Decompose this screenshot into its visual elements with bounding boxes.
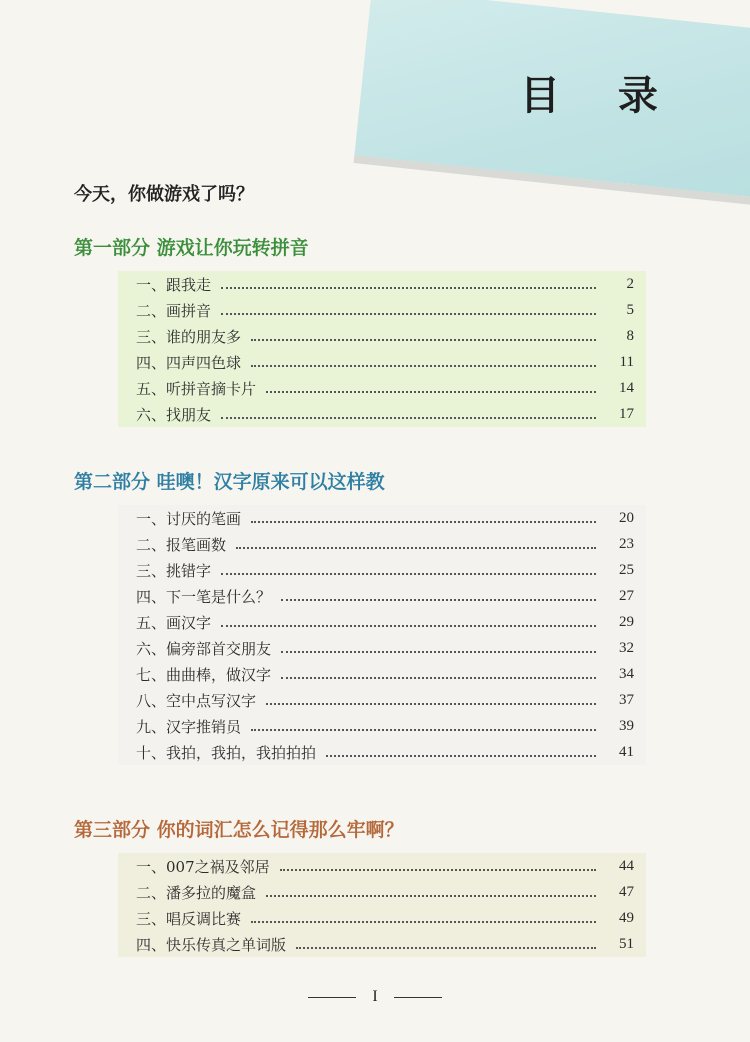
page-number: I bbox=[372, 988, 378, 1005]
entry-label: 十、我拍，我拍，我拍拍拍 bbox=[136, 743, 317, 762]
toc-entry[interactable] bbox=[136, 323, 634, 349]
toc-entry[interactable] bbox=[136, 661, 634, 687]
entry-label: 二、画拼音 bbox=[136, 301, 212, 320]
dot-leader bbox=[251, 363, 596, 367]
entry-page: 27 bbox=[619, 587, 634, 604]
toc-entry[interactable] bbox=[136, 531, 634, 557]
toc-entry[interactable] bbox=[136, 635, 634, 661]
toc-entry[interactable] bbox=[136, 271, 634, 297]
entry-page: 39 bbox=[619, 717, 634, 734]
entry-page: 2 bbox=[626, 275, 634, 292]
entry-label: 九、汉字推销员 bbox=[136, 717, 242, 736]
dot-leader bbox=[236, 545, 596, 549]
section-heading: 第二部分 哇噢！汉字原来可以这样教 bbox=[74, 471, 385, 493]
toc-entry[interactable] bbox=[136, 879, 634, 905]
entry-label: 四、四声四色球 bbox=[136, 353, 242, 372]
dot-leader bbox=[266, 701, 596, 705]
entry-label: 六、偏旁部首交朋友 bbox=[136, 639, 272, 658]
entry-page: 47 bbox=[619, 883, 634, 900]
dot-leader bbox=[221, 623, 596, 627]
entry-label: 四、下一笔是什么？ bbox=[136, 587, 272, 606]
entry-label: 七、曲曲棒，做汉字 bbox=[136, 665, 272, 684]
entry-page: 5 bbox=[626, 301, 634, 318]
entry-page: 32 bbox=[619, 639, 634, 656]
toc-section-2 bbox=[74, 467, 664, 765]
toc-entries bbox=[118, 505, 646, 765]
page-title: 目 录 bbox=[520, 72, 680, 119]
dot-leader bbox=[281, 597, 596, 601]
dot-leader bbox=[251, 919, 596, 923]
dot-leader bbox=[280, 867, 596, 871]
entry-page: 51 bbox=[619, 935, 634, 952]
footer-rule-right bbox=[394, 997, 442, 998]
entry-page: 11 bbox=[619, 353, 634, 370]
dot-leader bbox=[266, 389, 596, 393]
toc-entry[interactable] bbox=[136, 583, 634, 609]
dot-leader bbox=[221, 571, 596, 575]
entry-page: 23 bbox=[619, 535, 634, 552]
toc-section-3 bbox=[74, 815, 664, 957]
entry-page: 29 bbox=[619, 613, 634, 630]
toc-entry[interactable] bbox=[136, 853, 634, 879]
section-heading: 第一部分 游戏让你玩转拼音 bbox=[74, 237, 309, 259]
entry-label: 一、跟我走 bbox=[136, 275, 212, 294]
toc-entries bbox=[118, 853, 646, 957]
dot-leader bbox=[221, 311, 596, 315]
entry-label: 五、画汉字 bbox=[136, 613, 212, 632]
toc-entry[interactable] bbox=[136, 905, 634, 931]
entry-page: 25 bbox=[619, 561, 634, 578]
page-footer bbox=[0, 988, 750, 1006]
dot-leader bbox=[251, 519, 596, 523]
entry-label: 四、快乐传真之单词版 bbox=[136, 935, 287, 954]
entry-page: 41 bbox=[619, 743, 634, 760]
entry-page: 49 bbox=[619, 909, 634, 926]
entry-label: 六、找朋友 bbox=[136, 405, 212, 424]
toc-entry[interactable] bbox=[136, 401, 634, 427]
entry-page: 37 bbox=[619, 691, 634, 708]
toc-entry[interactable] bbox=[136, 713, 634, 739]
toc-entry[interactable] bbox=[136, 349, 634, 375]
toc-entry[interactable] bbox=[136, 297, 634, 323]
entry-page: 20 bbox=[619, 509, 634, 526]
entry-label: 三、挑错字 bbox=[136, 561, 212, 580]
dot-leader bbox=[296, 945, 596, 949]
entry-label: 一、讨厌的笔画 bbox=[136, 509, 242, 528]
toc-entry[interactable] bbox=[136, 375, 634, 401]
entry-label: 二、潘多拉的魔盒 bbox=[136, 883, 257, 902]
toc-entry[interactable] bbox=[136, 931, 634, 957]
entry-page: 8 bbox=[626, 327, 634, 344]
toc-entry[interactable] bbox=[136, 609, 634, 635]
dot-leader bbox=[251, 727, 596, 731]
entry-label: 三、谁的朋友多 bbox=[136, 327, 242, 346]
entry-page: 17 bbox=[619, 405, 634, 422]
footer-rule-left bbox=[308, 997, 356, 998]
toc-entry[interactable] bbox=[136, 557, 634, 583]
toc-entry[interactable] bbox=[136, 687, 634, 713]
dot-leader bbox=[266, 893, 596, 897]
toc-entry[interactable] bbox=[136, 505, 634, 531]
entry-label: 一、007之祸及邻居 bbox=[136, 857, 270, 876]
entry-page: 34 bbox=[619, 665, 634, 682]
entry-label: 五、听拼音摘卡片 bbox=[136, 379, 257, 398]
dot-leader bbox=[326, 753, 596, 757]
toc-entry[interactable] bbox=[136, 739, 634, 765]
entry-label: 八、空中点写汉字 bbox=[136, 691, 257, 710]
toc-section-1 bbox=[74, 233, 664, 427]
entry-page: 14 bbox=[619, 379, 634, 396]
dot-leader bbox=[221, 415, 596, 419]
intro-heading: 今天，你做游戏了吗？ bbox=[74, 184, 254, 205]
toc-entries bbox=[118, 271, 646, 427]
entry-label: 二、报笔画数 bbox=[136, 535, 227, 554]
dot-leader bbox=[221, 285, 596, 289]
dot-leader bbox=[281, 649, 596, 653]
dot-leader bbox=[251, 337, 596, 341]
dot-leader bbox=[281, 675, 596, 679]
entry-label: 三、唱反调比赛 bbox=[136, 909, 242, 928]
entry-page: 44 bbox=[619, 857, 634, 874]
section-heading: 第三部分 你的词汇怎么记得那么牢啊？ bbox=[74, 819, 404, 841]
